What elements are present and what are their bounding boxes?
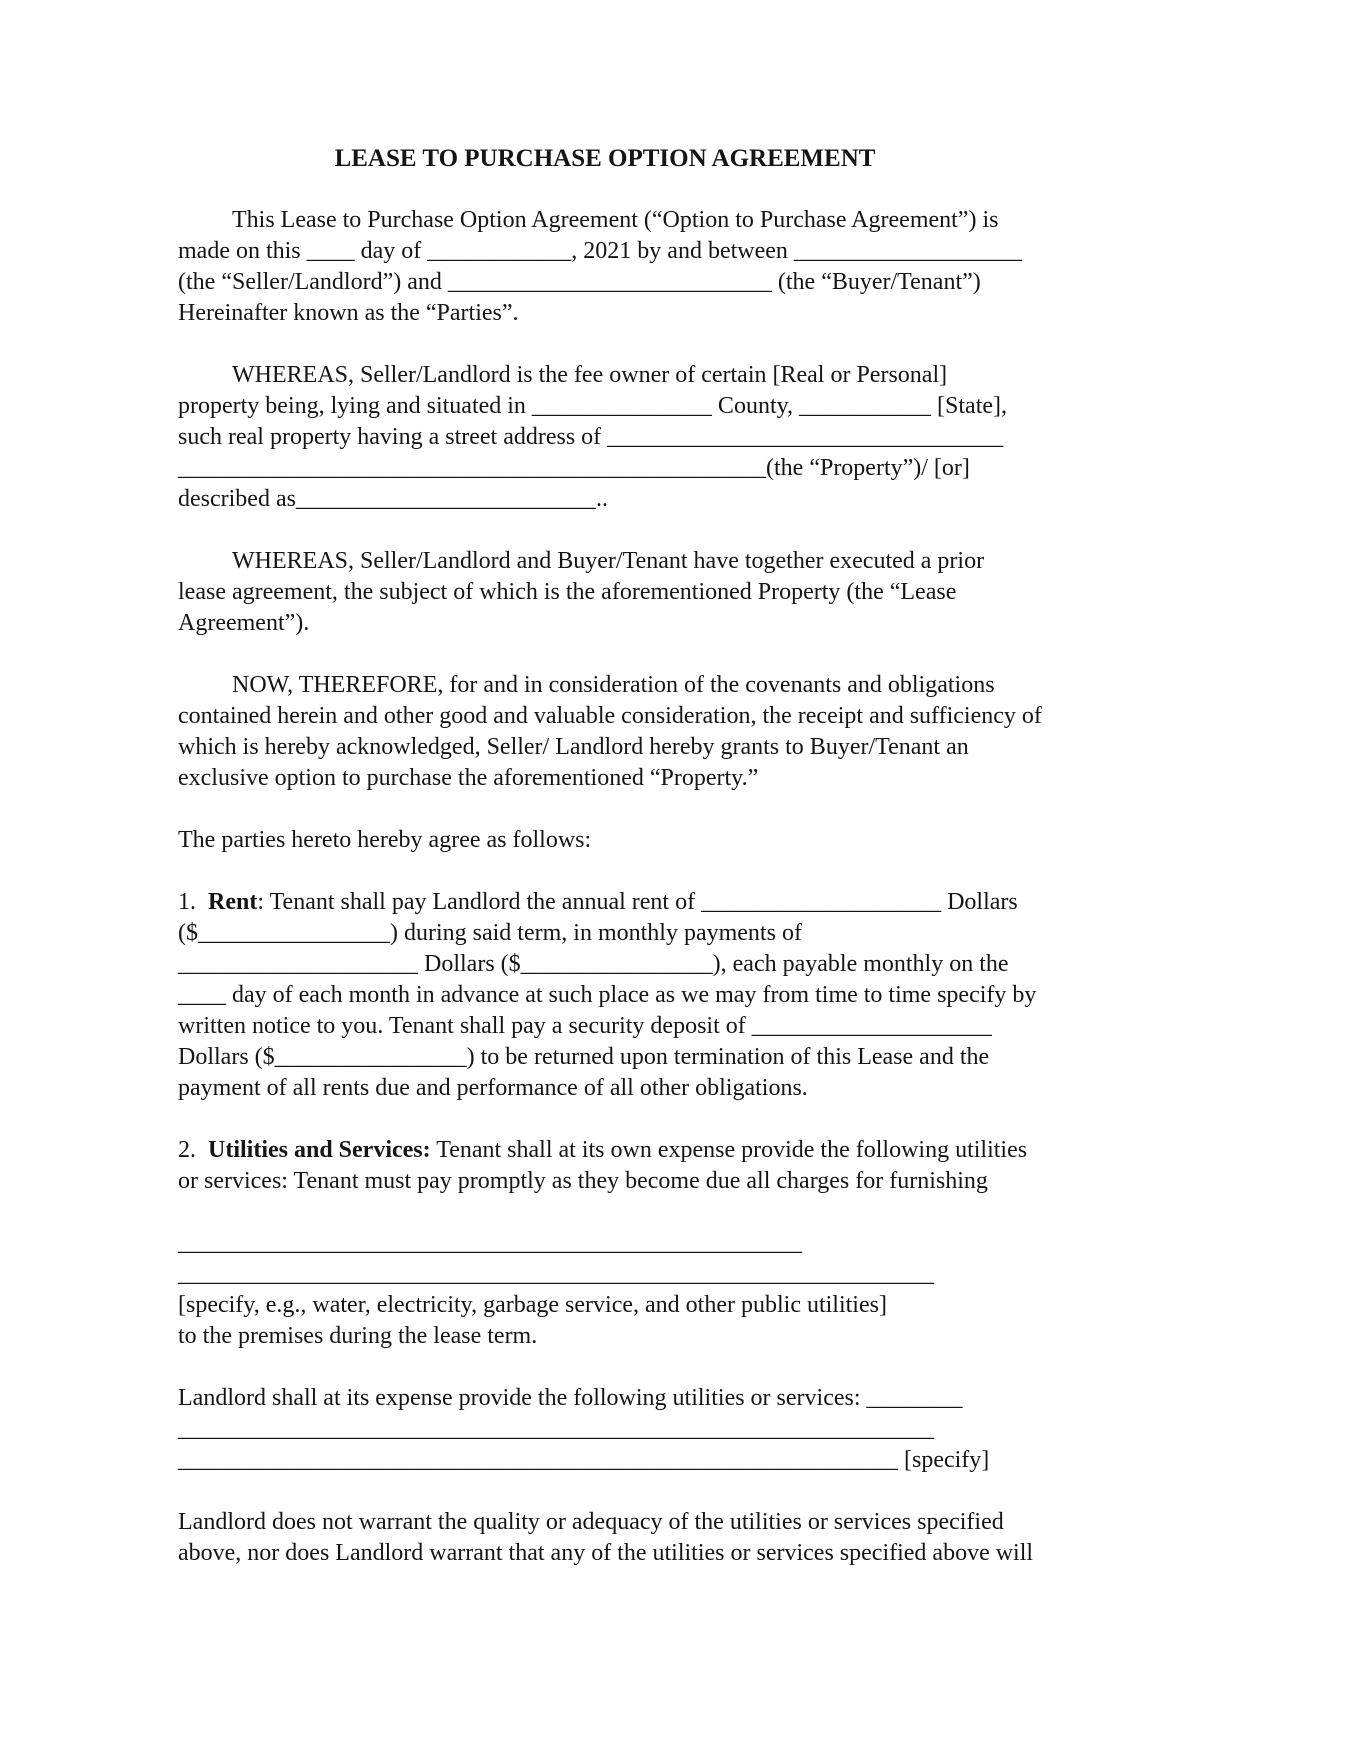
document-line: [178, 1259, 1032, 1290]
paragraph-agree-as-follows: [178, 825, 1032, 856]
text-run: Landlord shall at its expense provide the following utilities or services: ________: [178, 1385, 963, 1411]
text-run: Tenant shall at its own expense provide the following utilities: [430, 1137, 1028, 1163]
text-run: Dollars ($________________) to be returned upon termination of this Lease and the: [178, 1044, 990, 1070]
document-line: [178, 360, 1032, 391]
document-line: [178, 825, 1032, 856]
document-line: [178, 918, 1032, 949]
text-run: lease agreement, the subject of which is the aforementioned Property (the “Lease: [178, 579, 957, 605]
document-line: [178, 1135, 1032, 1166]
text-run: above, nor does Landlord warrant that any of the utilities or services specified above will: [178, 1540, 1034, 1566]
text-run: ____________________________________________________________ [specify]: [178, 1447, 990, 1473]
text-run: ____________________________________________________: [178, 1230, 802, 1256]
text-run: exclusive option to purchase the aforementioned “Property.”: [178, 765, 759, 791]
paragraph-whereas-prior-lease: [178, 546, 1032, 639]
document-line: [178, 608, 1032, 639]
document-line: [178, 701, 1042, 732]
document-line: [178, 267, 1032, 298]
document-line: [178, 1414, 1032, 1445]
document-line: [178, 1011, 1032, 1042]
text-run: 2.: [178, 1137, 208, 1163]
text-run: _________________________________________________(the “Property”)/ [or]: [178, 455, 970, 481]
text-run: or services: Tenant must pay promptly as they become due all charges for furnishing: [178, 1168, 988, 1194]
document-line: [178, 1073, 1032, 1104]
text-run: to the premises during the lease term.: [178, 1323, 538, 1349]
text-run: described as_________________________..: [178, 486, 608, 512]
text-run: contained herein and other good and valuable consideration, the receipt and sufficiency of: [178, 703, 1042, 729]
text-run: : Tenant shall pay Landlord the annual rent of ____________________ Dollars: [257, 889, 1018, 915]
text-run: Hereinafter known as the “Parties”.: [178, 300, 519, 326]
paragraph-no-warranty: [178, 1507, 1032, 1569]
bold-text-run: Utilities and Services:: [208, 1137, 431, 1163]
text-run: [specify, e.g., water, electricity, garbage service, and other public utilities]: [178, 1292, 887, 1318]
text-run: 1.: [178, 889, 208, 915]
document-title: LEASE TO PURCHASE OPTION AGREEMENT: [334, 145, 876, 172]
document-line: [178, 1166, 1032, 1197]
text-run: WHEREAS, Seller/Landlord is the fee owner of certain [Real or Personal]: [232, 362, 948, 388]
bold-text-run: Rent: [208, 889, 258, 915]
document-line: [178, 732, 1032, 763]
paragraph-now-therefore: [178, 670, 1042, 794]
document-line: [178, 763, 1032, 794]
text-run: WHEREAS, Seller/Landlord and Buyer/Tenant have together executed a prior: [232, 548, 985, 574]
document-line: [178, 205, 1032, 236]
paragraph-landlord-utilities: [178, 1383, 1032, 1476]
document-line: [178, 422, 1032, 453]
text-run: This Lease to Purchase Option Agreement (“Option to Purchase Agreement”) is: [232, 207, 999, 233]
paragraph-intro: [178, 205, 1032, 329]
document-line: [178, 887, 1032, 918]
document-line: [178, 670, 1032, 701]
text-run: The parties hereto hereby agree as follows:: [178, 827, 592, 853]
document-line: [178, 236, 1032, 267]
text-run: such real property having a street address of _________________________________: [178, 424, 1004, 450]
document-line: [178, 949, 1032, 980]
paragraph-section-2-utilities: [178, 1135, 1032, 1352]
text-run: written notice to you. Tenant shall pay a security deposit of ____________________: [178, 1013, 992, 1039]
document-line: [178, 1290, 1032, 1321]
text-run: ____________________ Dollars ($________________), each payable monthly on the: [178, 951, 1009, 977]
document-line: [178, 484, 1032, 515]
document-line: [178, 1042, 1032, 1073]
text-run: ____ day of each month in advance at such place as we may from time to time specify by: [178, 982, 1037, 1008]
blank-line: [178, 1197, 1032, 1228]
document-body: [178, 205, 1042, 1569]
document-line: [178, 1321, 1032, 1352]
text-run: Agreement”).: [178, 610, 310, 636]
document-line: [178, 1507, 1032, 1538]
text-run: which is hereby acknowledged, Seller/ Landlord hereby grants to Buyer/Tenant an: [178, 734, 969, 760]
text-run: ($________________) during said term, in monthly payments of: [178, 920, 802, 946]
document-line: [178, 577, 1032, 608]
text-run: made on this ____ day of ____________, 2021 by and between ___________________: [178, 238, 1022, 264]
text-run: NOW, THEREFORE, for and in consideration of the covenants and obligations: [232, 672, 995, 698]
document-line: [178, 1538, 1032, 1569]
text-run: (the “Seller/Landlord”) and ___________________________ (the “Buyer/Tenant”): [178, 269, 981, 295]
text-run: _______________________________________________________________: [178, 1261, 934, 1287]
document-line: [178, 546, 1032, 577]
text-run: property being, lying and situated in _______________ County, ___________ [State],: [178, 393, 1008, 419]
document-line: [178, 1383, 1032, 1414]
document-line: [178, 453, 1032, 484]
text-run: Landlord does not warrant the quality or adequacy of the utilities or services specified: [178, 1509, 1004, 1535]
document-line: [178, 298, 1032, 329]
document-line: [178, 391, 1032, 422]
paragraph-section-1-rent: [178, 887, 1037, 1104]
paragraph-whereas-property: [178, 360, 1032, 515]
document-line: [178, 1445, 1032, 1476]
document-line: [178, 1228, 1032, 1259]
text-run: _______________________________________________________________: [178, 1416, 934, 1442]
text-run: payment of all rents due and performance of all other obligations.: [178, 1075, 808, 1101]
document-line: [178, 980, 1037, 1011]
